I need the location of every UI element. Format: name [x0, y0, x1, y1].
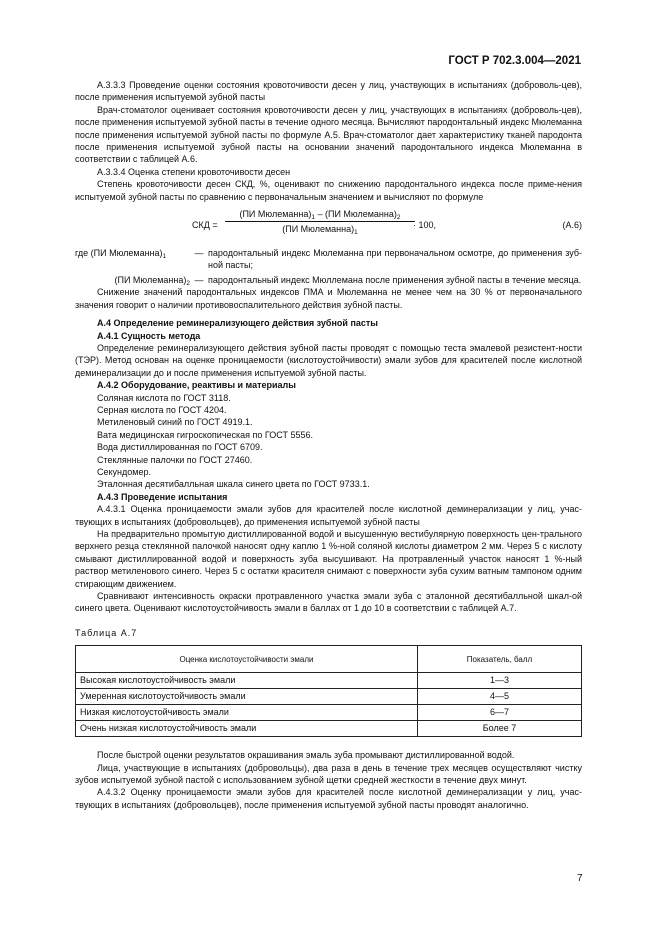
section-a4-2-title: А.4.2 Оборудование, реактивы и материалы	[97, 380, 296, 391]
where-dash-2: —	[194, 274, 204, 285]
table-header-cell: Показатель, балл	[418, 646, 582, 673]
page-number: 7	[577, 873, 583, 884]
paragraph-reduction-note: Снижение значений пародонтальных индексов ПМА и Мюлеманна не менее чем на 30 % от первоначального значения говорит о наличии противовоспалительного действия зубной пасты.	[75, 287, 582, 310]
table-cell: Более 7	[418, 721, 582, 737]
table-cell: 4—5	[418, 689, 582, 705]
table-caption: Таблица А.7	[75, 627, 138, 638]
table-row	[76, 673, 582, 689]
paragraph-a3-3-3: А.3.3.3 Проведение оценки состояния кровоточивости десен у лиц, участвующих в испытаниях (доброволь-цев), после применения испытуемой зубной пасты	[75, 80, 582, 103]
section-a4-title: А.4 Определение реминерализующего действия зубной пасты	[97, 318, 378, 329]
heading-a3-3-4: А.3.3.4 Оценка степени кровоточивости десен	[97, 166, 291, 177]
material-item: Стеклянные палочки по ГОСТ 27460.	[97, 454, 253, 465]
section-a4-3-title: А.4.3 Проведение испытания	[97, 491, 228, 502]
where-term-2	[75, 274, 190, 286]
numerator-term-1: (ПИ Мюлеманна)	[239, 209, 312, 220]
material-item: Серная кислота по ГОСТ 4204.	[97, 404, 227, 415]
denominator-term: (ПИ Мюлеманна)	[282, 224, 355, 235]
where-clause-1	[75, 247, 582, 272]
formula-fraction	[225, 208, 415, 236]
paragraph-a4-3-1: А.4.3.1 Оценка проницаемости эмали зубов для красителей после кислотной деминерализации у лиц, учас-твующих в испытаниях (добровольцев), до применения испытуемой зубной пасты	[75, 504, 582, 527]
table-row	[76, 705, 582, 721]
formula-lhs: СКД =	[192, 220, 218, 231]
numerator-term-2: (ПИ Мюлеманна)	[325, 209, 397, 220]
denominator-sub: 1	[354, 229, 358, 237]
table-cell: Умеренная кислотоустойчивость эмали	[76, 689, 418, 705]
where-term-1	[75, 247, 190, 272]
paragraph-method-essence: Определение реминерализующего действия зубной пасты проводят с помощью теста эмалевой резистент-ности (ТЭР). Метод основан на оценке проницаемости (кислотоустойчивости) эмали зубов для красителей после кислотной деминерализации до и после применения испытуемой зубной пасты.	[75, 342, 582, 378]
where-desc-2: пародонтальный индекс Мюллемана после применения зубной пасты в течение месяца.	[208, 274, 582, 285]
where-term-1-text: (ПИ Мюлеманна)	[90, 248, 163, 259]
formula-multiplier: · 100,	[413, 220, 437, 231]
formula-denominator	[225, 222, 415, 235]
table-cell: Низкая кислотоустойчивость эмали	[76, 705, 418, 721]
formula-number: (А.6)	[562, 220, 582, 231]
table-row	[76, 721, 582, 737]
where-prefix: где	[75, 248, 91, 259]
numerator-sub-1: 1	[311, 214, 315, 222]
formula-a6	[75, 208, 582, 243]
section-a4-1-title: А.4.1 Сущность метода	[97, 330, 201, 341]
numerator-sub-2: 2	[396, 214, 401, 222]
paragraph-dentist-assessment: Врач-стоматолог оценивает состояния кровоточивости десен у лиц, участвующих в испытаниях (доброволь-цев), после применения испытуемой зубной пасты в течение одного месяца. Вычисляют пародонтальный индекс Мюлеманна после применения испытуемой зубной пасты по формуле А.5. Врач-стоматолог дает характеристику тканей пародонта после применения испытуемой зубной пасты на основании значений пародонтального индекса Мюлеманна в соответствии с таблицей А.6.	[75, 104, 582, 165]
where-term-1-sub: 1	[162, 253, 167, 261]
material-item: Секундомер.	[97, 466, 151, 477]
paragraph-skd-definition: Степень кровоточивости десен СКД, %, оценивают по снижению пародонтального индекса после приме-нения испытуемой зубной пасты по сравнению с первоначальным значением и вычисляют по формуле	[75, 179, 582, 202]
table-cell: 6—7	[418, 705, 582, 721]
where-term-2-text: (ПИ Мюлеманна)	[114, 274, 187, 285]
table-cell: Высокая кислотоустойчивость эмали	[76, 673, 418, 689]
material-item: Соляная кислота по ГОСТ 3118.	[97, 392, 231, 403]
standard-header: ГОСТ Р 702.3.004—2021	[448, 55, 581, 67]
page-content	[75, 79, 582, 811]
material-item: Вата медицинская гигроскопическая по ГОСТ 5556.	[97, 429, 314, 440]
paragraph-rinse: После быстрой оценки результатов окрашивания эмаль зуба промывают дистиллированной водой.	[97, 750, 515, 761]
paragraph-brushing: Лица, участвующие в испытаниях (добровольцы), два раза в день в течение трех месяцев осуществляют чистку зубов испытуемой зубной пастой с использованием зубной щетки средней жесткости в течение двух минут.	[75, 762, 582, 786]
paragraph-a4-3-2: А.4.3.2 Оценку проницаемости эмали зубов для красителей после кислотной деминерализации у лиц, учас-твующих в испытаниях (добровольцев), после применения испытуемой зубной пасты проводят аналогично.	[75, 787, 582, 810]
table-header-cell: Оценка кислотоустойчивости эмали	[76, 646, 418, 673]
table-header-row	[76, 646, 582, 673]
where-clause-2	[75, 274, 582, 286]
where-term-2-sub: 2	[186, 279, 190, 287]
table-cell: Очень низкая кислотоустойчивость эмали	[76, 721, 418, 737]
paragraph-compare: Сравнивают интенсивность окраски протравленного участка эмали зуба с эталонной десятибалльной шкал-ой синего цвета. Оценивают кислотоустойчивость эмали в баллах от 1 до 10 в соответствии с таблицей А.7.	[75, 591, 582, 614]
formula-numerator	[225, 208, 415, 222]
formula-minus: –	[314, 209, 325, 220]
material-item: Эталонная десятибалльная шкала синего цвета по ГОСТ 9733.1.	[97, 479, 370, 490]
paragraph-procedure: На предварительно промытую дистиллированной водой и высушенную вестибулярную поверхность цен-трального верхнего резца стеклянной палочкой наносят одну каплю 1 %-ной соляной кислоты диаметром 2 мм. Через 5 с кислоту смывают дистиллированной водой и поверхность зуба высушивают. На протравленный участок наносят 1 %-ный раствор метиленового синего. Через 5 с остатки красителя снимают с поверхности зуба сухим ватным тампоном одним стирающим движением.	[75, 529, 582, 589]
table-a7	[75, 645, 582, 737]
table-cell: 1—3	[418, 673, 582, 689]
where-dash-1: —	[194, 248, 204, 259]
where-desc-1: пародонтальный индекс Мюлеманна при первоначальном осмотре, до применения зуб-ной пасты;	[208, 248, 582, 271]
material-item: Вода дистиллированная по ГОСТ 6709.	[97, 442, 263, 453]
material-item: Метиленовый синий по ГОСТ 4919.1.	[97, 417, 253, 428]
table-row	[76, 689, 582, 705]
